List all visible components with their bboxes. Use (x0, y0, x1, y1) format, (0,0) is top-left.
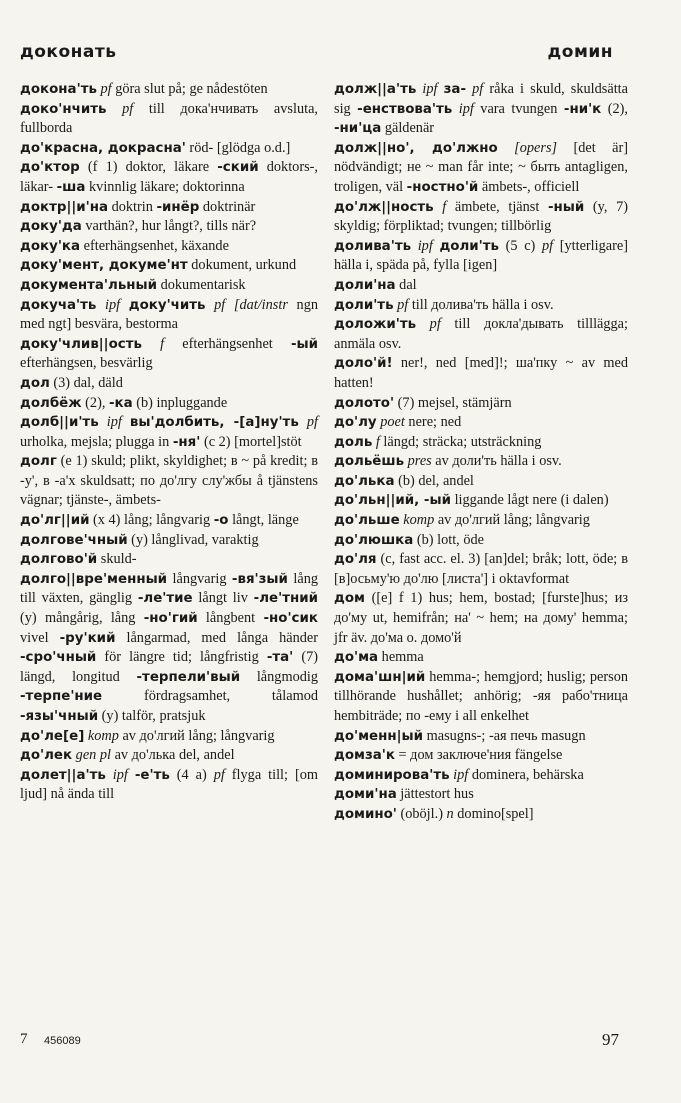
dictionary-entry (20, 727, 318, 747)
definition-text: efterhängsenhet (164, 335, 291, 352)
headword: долет||а'ть (20, 767, 106, 783)
definition-text: till докла'дывать tilllägga; anmäla osv. (334, 316, 628, 352)
dictionary-entry (20, 570, 318, 727)
grammar-label: f (372, 433, 380, 450)
definition-text: doktrinär (199, 198, 256, 215)
headword: до'лг||ий (20, 513, 90, 529)
definition-text: (y) talför, pratsjuk (98, 708, 206, 724)
headword: домза'к (334, 748, 395, 764)
headword: -терпели'вый (136, 669, 241, 685)
dictionary-entry (20, 256, 318, 276)
dictionary-entry (334, 550, 628, 589)
headword: долива'ть (334, 238, 412, 254)
headword: до'ктор (20, 160, 80, 176)
definition-text: göra slut på; ge nådestöten (111, 81, 268, 97)
headword: домино' (334, 806, 397, 822)
headword: доктр||и'на (20, 199, 109, 215)
grammar-label: ipf (411, 237, 440, 254)
dictionary-entry (334, 668, 628, 727)
definition-text: långvarig (167, 570, 232, 587)
definition-text: (e 1) skuld; plikt, skyldighet; в ~ på kredit; в -у', в -а'х skuldsatt; по до'лгу слу'жбы å tjänstens vägnar; tjänste-, ämbets- (20, 453, 318, 509)
dictionary-entry (334, 491, 628, 511)
definition-text: ämbete, tjänst (446, 198, 548, 215)
definition-text: (c 2) [mortel]stöt (200, 433, 302, 450)
grammar-label: poet (376, 414, 405, 431)
headword: до'льн||ий, -ый (334, 493, 451, 509)
dictionary-entry (334, 805, 628, 825)
definition-text: (7) längd, longitud (20, 649, 319, 685)
dictionary-entry (20, 296, 318, 335)
headword: долж||но', до'лжно (334, 140, 498, 156)
definition-text: ([e] f 1) hus; hem, bostad; [furste]hus; из до'му ut, hemifrån; на' ~ hem; на дому' hemma; jfr äv. до'ма o. домо'й (334, 590, 628, 646)
definition-text: masugns-; -ая печь masugn (423, 727, 586, 744)
grammar-label: ipf (105, 766, 135, 783)
headword: дома'шн|ий (334, 669, 426, 685)
definition-text: = дом заключе'ния fängelse (394, 747, 563, 764)
dictionary-entry (334, 746, 628, 766)
definition-text: nere; ned (404, 414, 462, 431)
dictionary-entry (334, 354, 628, 393)
grammar-label: ipf (449, 766, 469, 783)
headword: до'льше (334, 513, 400, 529)
definition-text: (b) lott, öde (413, 531, 484, 548)
headword: доминирова'ть (334, 767, 450, 783)
definition-text: långt, länge (228, 512, 299, 529)
definition-text: (y, 7) skyldig; förpliktad; tvungen; tillbörlig (334, 198, 628, 235)
dictionary-entry (334, 511, 628, 531)
headword: до'лек (20, 748, 73, 764)
grammar-label: pf (106, 100, 134, 117)
definition-text: (3) dal, däld (49, 374, 123, 391)
definition-text: (c, fast acc. el. 3) [an]del; bråk; lott, öde; в [в]осьму'ю до'лю [листа'] i oktavformat (334, 551, 628, 587)
headword: доку'чить (128, 297, 206, 313)
dictionary-entry (20, 237, 318, 257)
headword: -ный (547, 199, 585, 215)
dictionary-entry (20, 531, 318, 551)
headword: до'красна, докрасна' (20, 140, 186, 156)
definition-text: vivel (20, 629, 60, 646)
headword: -ни'к (563, 101, 602, 117)
definition-text: vara tvungen (473, 100, 564, 117)
headword: долго||вре'менный (20, 571, 168, 587)
left-column (20, 80, 318, 805)
definition-text: till долива'ть hälla i osv. (408, 296, 554, 313)
definition-text: (x 4) lång; långvarig (89, 512, 214, 529)
definition-text: långarmad, med långa händer (115, 629, 318, 646)
definition-text: dal (395, 276, 417, 293)
definition-text: jättestort hus (396, 786, 474, 803)
dictionary-entry (334, 433, 628, 453)
signature-number: 7 (20, 1031, 28, 1047)
dictionary-entry (20, 766, 318, 805)
dictionary-entry (20, 550, 318, 570)
headword: доку'да (20, 219, 82, 235)
dictionary-entry (334, 766, 628, 786)
headword: докуча'ть (20, 297, 97, 313)
headword: -та' (266, 650, 294, 666)
grammar-label: n (446, 805, 454, 822)
headword: -ша (56, 179, 86, 195)
dictionary-entry (334, 648, 628, 668)
headword: долбёж (20, 395, 82, 411)
dictionary-entry (20, 452, 318, 511)
definition-text: hemma (378, 649, 424, 666)
headword: -но'гий (143, 611, 198, 627)
headword: до'ля (334, 552, 377, 568)
running-head-right: домин (547, 42, 613, 62)
dictionary-entry (20, 413, 318, 452)
headword: -о (213, 513, 229, 529)
definition-text: av доли'ть hälla i osv. (431, 453, 562, 470)
definition-text: (7) mejsel, stämjärn (394, 394, 512, 411)
headword: за- (443, 82, 466, 97)
dictionary-entry (334, 296, 628, 316)
headword: -енствова'ть (357, 101, 453, 117)
definition-text: ämbets-, officiell (478, 178, 580, 195)
definition-text: dominera, behärska (468, 766, 584, 783)
definition-text: dokument, urkund (187, 257, 297, 274)
dictionary-entry (334, 531, 628, 551)
definition-text: doktors-, läkar- (20, 159, 318, 195)
headword: -ня' (172, 434, 201, 450)
grammar-label: pf [dat/instr (205, 296, 288, 313)
headword: -е'ть (134, 767, 170, 783)
grammar-label: pf (393, 296, 409, 313)
dictionary-entry (334, 472, 628, 492)
grammar-label: pf (298, 414, 318, 431)
headword: докона'ть (20, 82, 97, 97)
definition-text: långbent (197, 610, 264, 627)
definition-text: flyga till; [om ljud] nå ända till (20, 766, 318, 803)
headword: -ни'ца (334, 121, 382, 137)
grammar-label: f (141, 335, 165, 352)
definition-text: efterhängsen, besvärlig (20, 355, 153, 372)
definition-text: råka i skuld, skuldsätta sig (334, 81, 628, 117)
dictionary-entry (20, 335, 318, 374)
headword: до'люшка (334, 532, 414, 548)
headword: -ый (290, 336, 319, 352)
grammar-label: ipf (416, 81, 444, 97)
dictionary-entry (334, 276, 628, 296)
definition-text: efterhängsenhet, käxande (80, 237, 229, 254)
headword: -но'сик (263, 611, 318, 627)
definition-text: (f 1) doktor, läkare (79, 159, 218, 176)
grammar-label: ipf (96, 296, 129, 313)
headword: долгово'й (20, 552, 98, 568)
definition-text: domino[spel] (453, 805, 534, 822)
headword: -ле'тний (253, 591, 318, 607)
headword: до'лж||ность (334, 199, 434, 215)
headword: дом (334, 591, 365, 607)
definition-text: röd- [glödga o.d.] (185, 139, 291, 156)
headword: доку'мент, докуме'нт (20, 258, 188, 274)
headword: -ле'тие (137, 591, 193, 607)
dictionary-entry (334, 785, 628, 805)
definition-text: ngn med ngt] besvära, bestorma (20, 296, 318, 333)
definition-text: längd; sträcka; utsträckning (379, 433, 542, 450)
headword: до'лу (334, 415, 377, 431)
headword: -ка (109, 395, 133, 411)
definition-text: gäldenär (381, 120, 435, 137)
definition-text: (y) långlivad, varaktig (127, 531, 259, 548)
grammar-label: pf (541, 237, 554, 254)
headword: доли'ть (439, 238, 499, 254)
dictionary-entry (20, 100, 318, 139)
dictionary-entry (20, 511, 318, 531)
headword: до'ма (334, 650, 379, 666)
dictionary-entry (334, 413, 628, 433)
definition-text: (2), (81, 394, 109, 411)
definition-text: (b) inpluggande (132, 394, 228, 411)
definition-text: (2), (601, 100, 628, 117)
headword: долж||а'ть (334, 82, 417, 97)
definition-text: lång till växten, gänglig (20, 570, 318, 607)
grammar-label: [opers] (497, 139, 558, 156)
grammar-label: pf (213, 766, 225, 783)
definition-text: skuld- (97, 551, 137, 568)
headword: до'менн|ый (334, 728, 424, 744)
dictionary-entry (20, 217, 318, 237)
headword: доложи'ть (334, 317, 417, 333)
definition-text: (oböjl.) (396, 805, 447, 822)
headword: доко'нчить (20, 101, 107, 117)
headword: долгове'чный (20, 532, 128, 548)
grammar-label: pf (416, 316, 441, 333)
definition-text: (b) del, andel (394, 472, 474, 489)
dictionary-entry (20, 276, 318, 296)
grammar-label: gen pl (72, 747, 112, 764)
definition-text: långmodig (240, 668, 318, 685)
definition-text: urholka, mejsla; plugga in (20, 433, 173, 450)
dictionary-entry (20, 746, 318, 766)
grammar-label: f (433, 198, 447, 215)
headword: дольёшь (334, 454, 405, 470)
definition-text: av до'лгий lång; långvarig (434, 512, 590, 529)
headword: -терпе'ние (20, 689, 103, 705)
dictionary-entry (334, 452, 628, 472)
definition-text: fördragsamhet, tålamod (102, 688, 318, 705)
headword: -вя'зый (231, 571, 288, 587)
definition-text: kvinnlig läkare; doktorinna (85, 178, 245, 195)
dictionary-entry (334, 589, 628, 648)
headword: долото' (334, 395, 395, 411)
headword: вы'долбить, -[а]ну'ть (129, 415, 299, 431)
definition-text: ner!, ned [med]!; ша'пку ~ av med hatten! (334, 355, 628, 391)
headword: доли'на (334, 277, 396, 293)
dictionary-entry (20, 139, 318, 159)
headword: доли'ть (334, 297, 394, 313)
dictionary-entry (20, 80, 318, 100)
definition-text: varthän?, hur långt?, tills när? (81, 218, 257, 235)
grammar-label: komp (84, 727, 119, 744)
definition-text: doktrin (108, 198, 157, 215)
grammar-label: komp (399, 512, 435, 529)
headword: -ский (217, 160, 259, 176)
definition-text: av до'лгий lång; långvarig (118, 727, 275, 744)
dictionary-entry (20, 374, 318, 394)
grammar-label: pres (404, 453, 432, 470)
definition-text: [ytterligare] hälla i, späda på, fylla [igen] (334, 237, 628, 274)
running-head-left: доконать (20, 42, 117, 62)
headword: -инёр (156, 199, 200, 215)
definition-text: till дока'нчивать avsluta, fullborda (20, 100, 318, 137)
headword: доку'члив||ость (20, 336, 142, 352)
dictionary-entry (334, 80, 628, 139)
dictionary-entry (334, 198, 628, 237)
dictionary-entry (334, 139, 628, 198)
dictionary-entry (20, 198, 318, 218)
headword: доми'на (334, 787, 397, 803)
headword: доку'ка (20, 238, 81, 254)
dictionary-entry (20, 158, 318, 197)
definition-text: för längre tid; långfristig (96, 649, 267, 666)
headword: -ру'кий (59, 630, 116, 646)
definition-text: av до'лька del, andel (111, 747, 235, 764)
headword: долб||и'ть (20, 415, 99, 431)
print-code: 456089 (44, 1035, 81, 1047)
definition-text: (y) mångårig, lång (20, 610, 144, 627)
definition-text: liggande lågt nere (i dalen) (451, 492, 609, 509)
definition-text: (4 a) (169, 766, 214, 783)
dictionary-entry (20, 394, 318, 414)
headword: долг (20, 454, 57, 470)
grammar-label: pf (96, 81, 112, 97)
grammar-label: ipf (98, 414, 130, 431)
headword: -язы'чный (20, 709, 99, 724)
page-number: 97 (602, 1030, 619, 1049)
definition-text: långt liv (192, 590, 254, 607)
dictionary-entry (334, 315, 628, 354)
definition-text: dokumentarisk (157, 276, 246, 293)
right-column (334, 80, 628, 825)
headword: дол (20, 375, 50, 391)
definition-text: [det är] nödvändigt; не ~ man får inte; ~ быть antagligen, troligen, väl (334, 139, 628, 195)
headword: доло'й! (334, 356, 393, 372)
dictionary-entry (334, 727, 628, 747)
headword: -ностно'й (406, 179, 479, 195)
definition-text: hemma-; hemgjord; huslig; person tillhörande hushållet; anhörig; -яя рабо'тница hembiträde; по -ему i all enkelhet (334, 668, 628, 724)
grammar-label: ipf (452, 100, 474, 117)
headword: до'ле[е] (20, 728, 85, 744)
dictionary-entry (334, 237, 628, 276)
grammar-label: pf (466, 81, 484, 97)
headword: -сро'чный (20, 650, 97, 666)
headword: документа'льный (20, 277, 158, 293)
headword: до'лька (334, 473, 395, 489)
headword: доль (334, 434, 373, 450)
definition-text: (5 c) (498, 237, 542, 254)
dictionary-entry (334, 394, 628, 414)
